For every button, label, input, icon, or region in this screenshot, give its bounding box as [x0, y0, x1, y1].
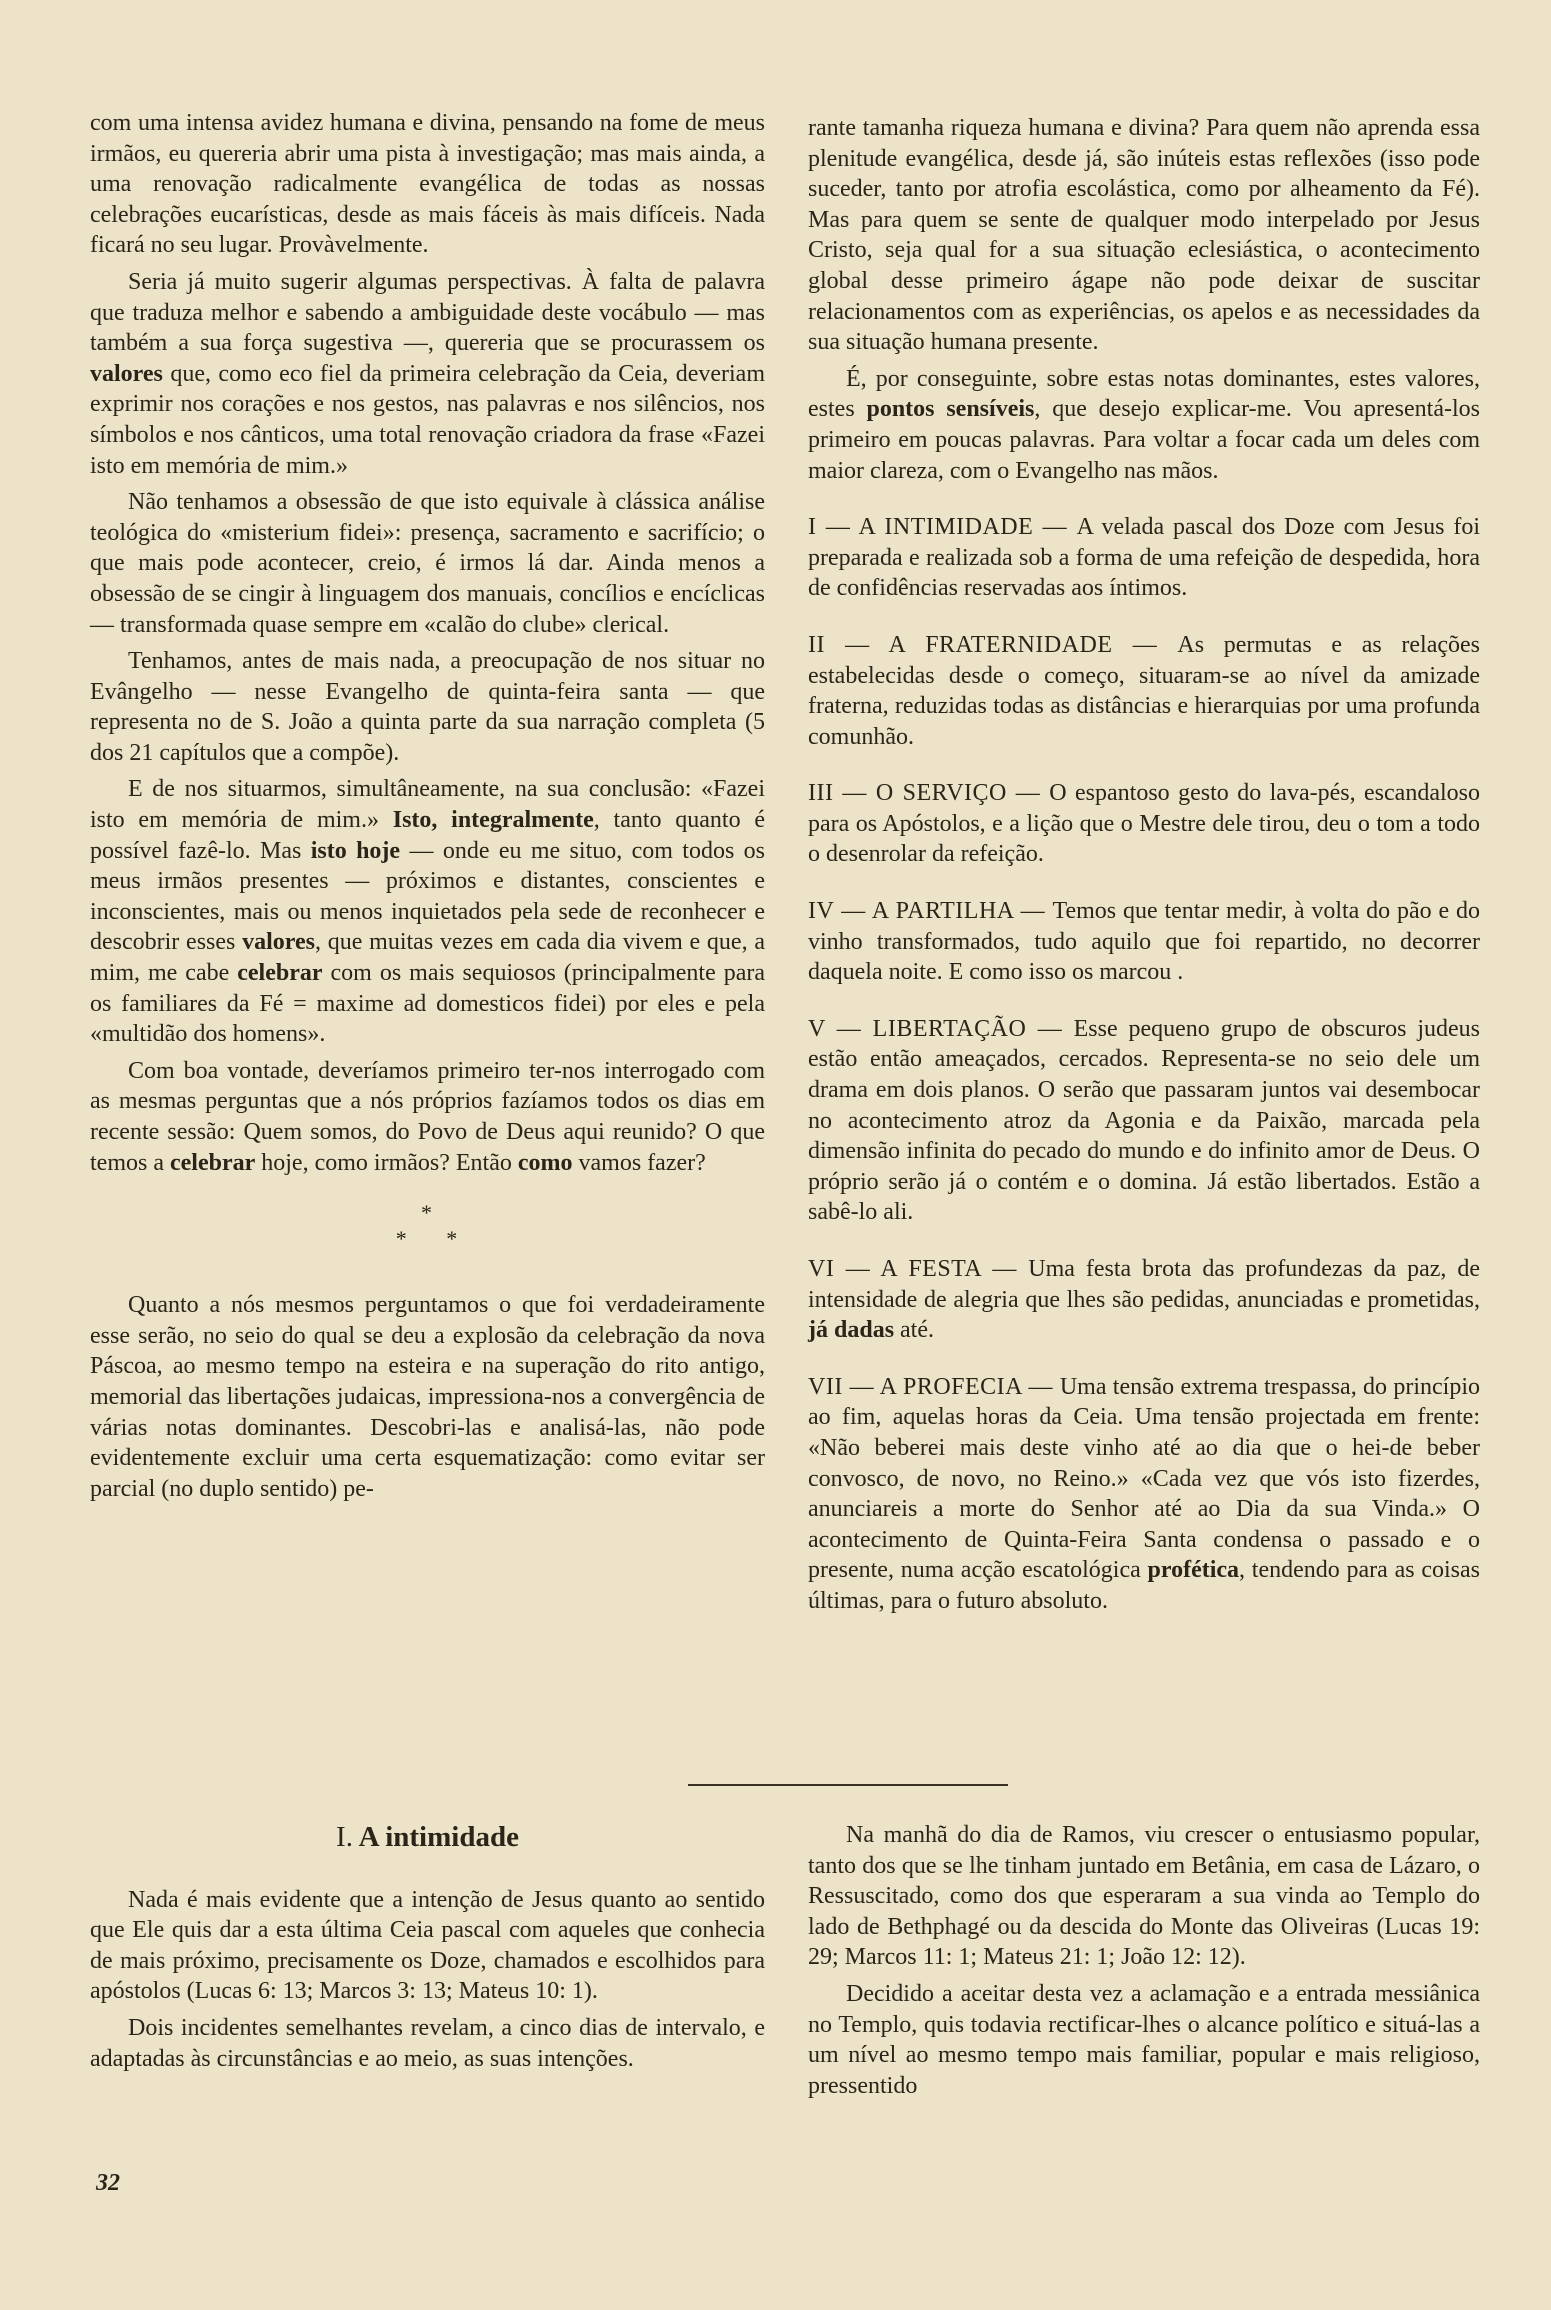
note-fraternidade: II — A FRATERNIDADE — As permutas e as relações estabelecidas desde o começo, situaram-se ao nível da amizade fraterna, reduzidas todas as distâncias e hierarquias por uma profunda comunhão. [808, 631, 1480, 750]
paragraph: com uma intensa avidez humana e divina, pensando na fome de meus irmãos, eu quereria abrir uma pista à investigação; mas mais ainda, a uma renovação radicalmente evangélica de todas as nossas celebrações eucarísticas, desde as mais fáceis às mais difíceis. Nada ficará no seu lugar. Provàvelmente. [90, 110, 765, 259]
bottom-left-column [90, 1822, 765, 2080]
paragraph: E de nos situarmos, simultâneamente, na sua conclusão: «Fazei isto em memória de mim.» Isto, integralmente, tanto quanto é possível fazê-lo. Mas isto hoje — onde eu me situo, com todos os meus irmãos presentes — próximos e distantes, conscientes e inconscientes, mais ou menos inquietados pela sede de reconhecer e descobrir esses valores, que muitas vezes em cada dia vivem e que, a mim, me cabe celebrar com os mais sequiosos (principalmente para os familiares da Fé = maxime ad domesticos fidei) por eles e pela «multidão dos homens». [90, 776, 766, 1048]
bold-term: celebrar [169, 1149, 256, 1176]
section-heading: I. A intimidade [336, 1821, 519, 1853]
note-festa: VI — A FESTA — Uma festa brota das profundezas da paz, de intensidade de alegria que lhes são pedidas, anunciadas e prometidas, já dadas até. [808, 1256, 1481, 1344]
bold-term: Isto, integralmente [392, 807, 594, 834]
top-left-column [90, 108, 765, 1510]
section-break-asterisks: * * * [395, 1200, 460, 1252]
bold-term: valores [90, 360, 163, 387]
paragraph: Quanto a nós mesmos perguntamos o que foi verdadeiramente esse serão, no seio do qual se deu a explosão da celebração da nova Páscoa, ao mesmo tempo na esteira e na superação do rito antigo, memorial das libertações judaicas, impressiona-nos a convergência de várias notas dominantes. Descobri-las e analisá-las, não pode evidentemente excluir uma certa esquematização: como evitar ser parcial (no duplo sentido) pe- [90, 1292, 765, 1502]
paragraph: Não tenhamos a obsessão de que isto equivale à clássica análise teológica do «misterium fidei»: presença, sacramento e sacrifício; o que mais pode acontecer, creio, é irmos lá dar. Ainda menos a obsessão de se cingir à linguagem dos manuais, concílios e encíclicas — transformada quase sempre em «calão do clube» clerical. [90, 489, 765, 638]
note-servico: III — O SERVIÇO — O espantoso gesto do lava-pés, escandaloso para os Apóstolos, e a lição que o Mestre dele tirou, deu o tom a todo o desenrolar da refeição. [808, 780, 1480, 868]
page-number: 32 [96, 2170, 120, 2196]
bold-term: isto hoje [310, 837, 401, 864]
top-right-column [808, 113, 1480, 1629]
bold-term: celebrar [237, 960, 323, 987]
bold-term: valores [242, 929, 316, 956]
bold-term: já dadas [808, 1317, 895, 1344]
bold-term: profética [1147, 1557, 1240, 1584]
paragraph: Na manhã do dia de Ramos, viu crescer o entusiasmo popular, tanto dos que se lhe tinham juntado em Betânia, em casa de Lázaro, o Ressuscitado, como dos que esperaram a sua vinda ao Templo do lado de Bethphagé ou da descida do Monte das Oliveiras (Lucas 19: 29; Marcos 11: 1; Mateus 21: 1; João 12: 12). [808, 1822, 1480, 1971]
paragraph: Nada é mais evidente que a intenção de Jesus quanto ao sentido que Ele quis dar a esta última Ceia pascal com aqueles que conhecia de mais próximo, precisamente os Doze, chamados e escolhidos para apóstolos (Lucas 6: 13; Marcos 3: 13; Mateus 10: 1). [90, 1886, 765, 2005]
bold-term: como [517, 1149, 573, 1176]
note-partilha: IV — A PARTILHA — Temos que tentar medir, à volta do pão e do vinho transformados, tudo aquilo que foi repartido, no decorrer daquela noite. E como isso os marcou . [808, 898, 1480, 986]
paragraph: É, por conseguinte, sobre estas notas dominantes, estes valores, estes pontos sensíveis, que desejo explicar-me. Vou apresentá-los primeiro em poucas palavras. Para voltar a focar cada um deles com maior clareza, com o Evangelho nas mãos. [808, 365, 1480, 484]
paragraph: Dois incidentes semelhantes revelam, a cinco dias de intervalo, e adaptadas às circunstâncias e ao meio, as suas intenções. [90, 2014, 765, 2072]
note-intimidade: I — A INTIMIDADE — A velada pascal dos Doze com Jesus foi preparada e realizada sob a forma de uma refeição de despedida, hora de confidências reservadas aos íntimos. [808, 514, 1481, 602]
section-divider [688, 1784, 1008, 1786]
paragraph: Com boa vontade, deveríamos primeiro ter-nos interrogado com as mesmas perguntas que a nós próprios fazíamos todos os dias em recente sessão: Quem somos, do Povo de Deus aqui reunido? O que temos a celebrar hoje, como irmãos? Então como vamos fazer? [90, 1057, 765, 1176]
paragraph: Seria já muito sugerir algumas perspectivas. À falta de palavra que traduza melhor e sabendo a ambiguidade deste vocábulo — mas também a sua força sugestiva —, quereria que se procurassem os valores que, como eco fiel da primeira celebração da Ceia, deveriam exprimir nos corações e nos gestos, nas palavras e nos silêncios, nos símbolos e nos cânticos, uma total renovação criadora da frase «Fazei isto em memória de mim.» [90, 268, 765, 479]
note-profecia: VII — A PROFECIA — Uma tensão extrema trespassa, do princípio ao fim, aquelas horas da Ceia. Uma tensão projectada em frente: «Não beberei mais deste vinho até ao dia que o hei-de beber convosco, de novo, no Reino.» «Cada vez que vós isto fizerdes, anunciareis a morte do Senhor até ao Dia da sua Vinda.» O acontecimento de Quinta-Feira Santa condensa o passado e o presente, numa acção escatológica profética, tendendo para as coisas últimas, para o futuro absoluto. [808, 1373, 1480, 1614]
paragraph: Tenhamos, antes de mais nada, a preocupação de nos situar no Evângelho — nesse Evangelho de quinta-feira santa — que representa no de S. João a quinta parte da sua narração completa (5 dos 21 capítulos que a compõe). [90, 648, 765, 766]
bottom-right-column [808, 1820, 1480, 2107]
paragraph: Decidido a aceitar desta vez a aclamação e a entrada messiânica no Templo, quis todavia rectificar-lhes o alcance político e situá-las a um nível ao mesmo tempo mais familiar, popular e mais religioso, pressentido [808, 1980, 1480, 2099]
paragraph: rante tamanha riqueza humana e divina? Para quem não aprenda essa plenitude evangélica, desde já, são inúteis estas reflexões (isso pode suceder, tanto por atrofia escolástica, como por alheamento da Fé). Mas para quem se sente de qualquer modo interpelado por Jesus Cristo, seja qual for a sua situação eclesiástica, o acontecimento global desse primeiro ágape não pode deixar de suscitar relacionamentos com as experiências, os apelos e as necessidades da sua situação humana presente. [808, 115, 1480, 356]
note-libertacao: V — LIBERTAÇÃO — Esse pequeno grupo de obscuros judeus estão então ameaçados, cercados. Representa-se no seio dele um drama em dois planos. O serão que passaram juntos vai desembocar no acontecimento atroz da Agonia e da Paixão, marcada pela dimensão infinita do pecado do mundo e do infinito amor de Deus. O próprio serão já o contém e o domina. Já estão libertados. Estão a sabê-lo ali. [808, 1015, 1480, 1226]
bold-term: pontos sensíveis [866, 396, 1035, 423]
